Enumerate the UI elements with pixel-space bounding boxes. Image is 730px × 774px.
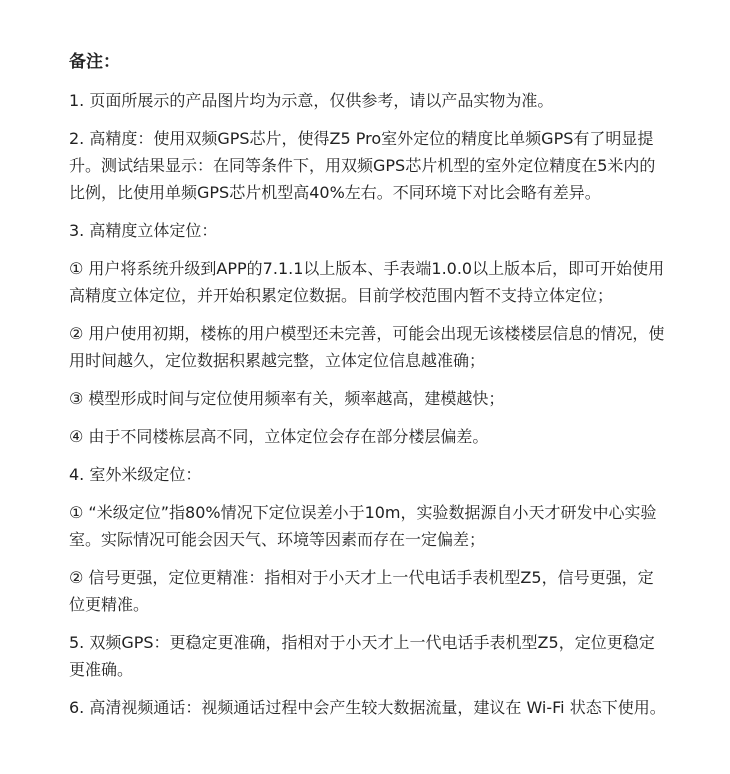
- note-6-video-call: 6. 高清视频通话：视频通话过程中会产生较大数据流量，建议在 Wi-Fi 状态下使用。: [69, 698, 666, 717]
- note-4-item-2: ② 信号更强，定位更精准：指相对于小天才上一代电话手表机型Z5，信号更强，定位更精准。: [69, 568, 654, 614]
- note-3-item-1: ① 用户将系统升级到APP的7.1.1以上版本、手表端1.0.0以上版本后，即可开始使用高精度立体定位，并开始积累定位数据。目前学校范围内暂不支持立体定位；: [69, 259, 665, 305]
- note-3-heading: 3. 高精度立体定位：: [69, 221, 218, 240]
- note-5-dual-gps: 5. 双频GPS：更稳定更准确，指相对于小天才上一代电话手表机型Z5，定位更稳定更准确。: [69, 633, 655, 679]
- note-4-item-1: ① “米级定位”指80%情况下定位误差小于10m，实验数据源自小天才研发中心实验室。实际情况可能会因天气、环境等因素而存在一定偏差；: [69, 503, 657, 549]
- note-3-item-4: ④ 由于不同楼栋层高不同，立体定位会存在部分楼层偏差。: [69, 427, 489, 446]
- note-4-heading: 4. 室外米级定位：: [69, 465, 202, 484]
- notes-title: 备注：: [69, 52, 120, 72]
- note-3-item-2: ② 用户使用初期，楼栋的用户模型还未完善，可能会出现无该楼楼层信息的情况，使用时间越久，定位数据积累越完整，立体定位信息越准确；: [69, 324, 665, 370]
- note-1-disclaimer: 1. 页面所展示的产品图片均为示意，仅供参考，请以产品实物为准。: [69, 91, 554, 110]
- note-3-item-3: ③ 模型形成时间与定位使用频率有关，频率越高，建模越快；: [69, 389, 505, 408]
- note-2-high-precision: 2. 高精度：使用双频GPS芯片，使得Z5 Pro室外定位的精度比单频GPS有了明显提升。测试结果显示：在同等条件下，用双频GPS芯片机型的室外定位精度在5米内的比例，比使用单频GPS芯片机型高40%左右。不同环境下对比会略有差异。: [69, 129, 656, 202]
